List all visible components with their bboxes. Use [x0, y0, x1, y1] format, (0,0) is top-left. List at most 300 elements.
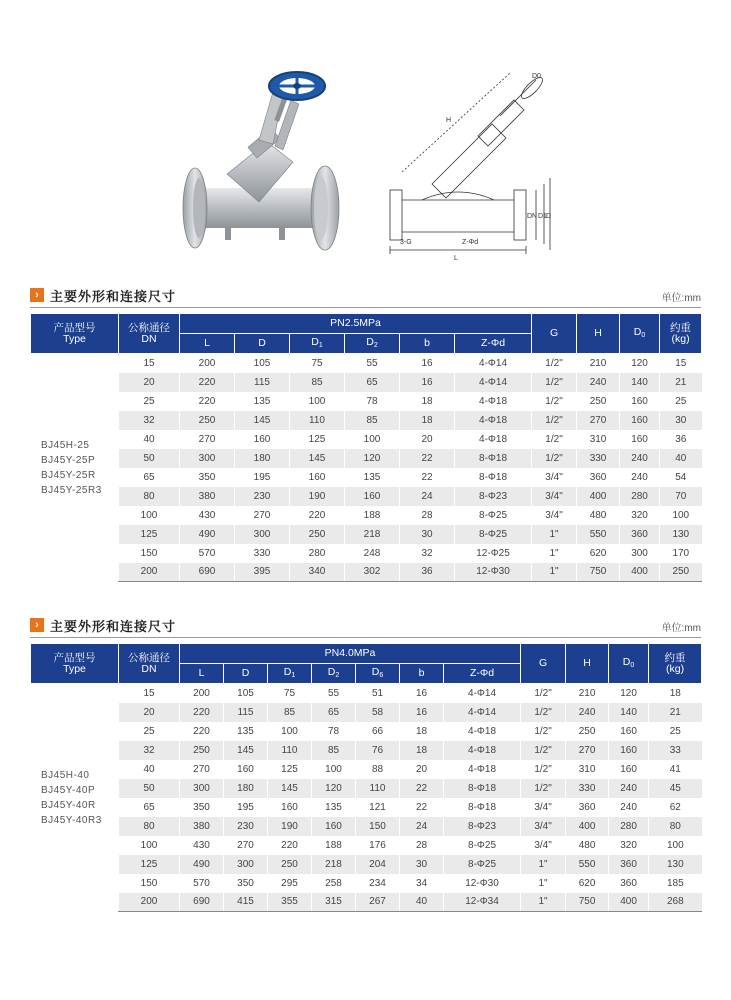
table-cell: 250	[268, 855, 312, 874]
table-cell: 58	[356, 703, 400, 722]
table-cell: 135	[224, 722, 268, 741]
table-row	[31, 741, 702, 760]
table-cell: 415	[224, 893, 268, 912]
table-cell: 34	[400, 874, 444, 893]
table-cell: 100	[649, 836, 702, 855]
table-cell: 12-Φ30	[444, 874, 521, 893]
table-row	[31, 836, 702, 855]
table-cell: 185	[649, 874, 702, 893]
table-cell: 395	[235, 563, 290, 582]
table-cell: 302	[345, 563, 400, 582]
table-cell: 218	[312, 855, 356, 874]
table-cell: 400	[577, 487, 620, 506]
table-cell: 130	[660, 525, 702, 544]
table-cell: 8-Φ18	[444, 779, 521, 798]
table-cell: 16	[400, 684, 444, 703]
table-cell: 160	[620, 392, 660, 411]
table-cell: 3/4"	[521, 798, 566, 817]
table-cell: 4-Φ14	[455, 354, 532, 373]
model-type-cell	[31, 684, 119, 912]
drawing-label-d1: D1	[538, 213, 547, 220]
table-cell: 100	[290, 392, 345, 411]
table-cell: 30	[400, 855, 444, 874]
table-cell: 33	[649, 741, 702, 760]
table-cell: 41	[649, 760, 702, 779]
table-cell: 750	[566, 893, 609, 912]
table-cell: 75	[290, 354, 345, 373]
table-cell: 240	[609, 798, 649, 817]
table-cell: 28	[400, 836, 444, 855]
model-type: BJ45H-25	[41, 439, 90, 451]
orange-arrow-icon: ›	[30, 618, 44, 632]
table-row	[31, 373, 702, 392]
table-cell: 250	[180, 411, 235, 430]
table-cell: 1/2"	[532, 373, 577, 392]
col-l-header: L	[180, 664, 224, 684]
table-cell: 220	[290, 506, 345, 525]
table-cell: 4-Φ18	[455, 430, 532, 449]
table-cell: 210	[566, 684, 609, 703]
table-cell: 54	[660, 468, 702, 487]
table-row	[31, 354, 702, 373]
table-cell: 160	[345, 487, 400, 506]
table-cell: 550	[577, 525, 620, 544]
table-cell: 240	[609, 779, 649, 798]
table-cell: 8-Φ18	[444, 798, 521, 817]
table-cell: 350	[224, 874, 268, 893]
table-cell: 50	[119, 779, 180, 798]
table-row	[31, 817, 702, 836]
table-cell: 150	[356, 817, 400, 836]
table-cell: 218	[345, 525, 400, 544]
table-cell: 100	[345, 430, 400, 449]
table-cell: 400	[609, 893, 649, 912]
table-cell: 4-Φ14	[444, 684, 521, 703]
table-cell: 125	[290, 430, 345, 449]
table-row	[31, 722, 702, 741]
model-type: BJ45Y-25R3	[41, 484, 102, 496]
drawing-label-d0: D0	[532, 73, 541, 80]
table-cell: 200	[180, 354, 235, 373]
table-cell: 12-Φ34	[444, 893, 521, 912]
table-cell: 490	[180, 525, 235, 544]
col-zd-header: Z-Φd	[455, 334, 532, 354]
table-cell: 180	[235, 449, 290, 468]
table-cell: 295	[268, 874, 312, 893]
table-cell: 550	[566, 855, 609, 874]
table-cell: 380	[180, 487, 235, 506]
table-cell: 18	[400, 741, 444, 760]
table-cell: 121	[356, 798, 400, 817]
table-cell: 20	[400, 760, 444, 779]
table-cell: 100	[268, 722, 312, 741]
table-cell: 15	[119, 684, 180, 703]
table-cell: 480	[577, 506, 620, 525]
table-cell: 85	[268, 703, 312, 722]
col-g-header: G	[532, 314, 577, 354]
table-row	[31, 779, 702, 798]
table-cell: 85	[312, 741, 356, 760]
table-cell: 65	[119, 798, 180, 817]
table-cell: 105	[224, 684, 268, 703]
table-cell: 280	[609, 817, 649, 836]
table-cell: 188	[345, 506, 400, 525]
table-cell: 18	[400, 722, 444, 741]
table-cell: 3/4"	[521, 817, 566, 836]
table-cell: 1"	[521, 893, 566, 912]
table-cell: 85	[345, 411, 400, 430]
table-cell: 270	[577, 411, 620, 430]
table-cell: 350	[180, 798, 224, 817]
table-cell: 80	[119, 817, 180, 836]
table-cell: 250	[566, 722, 609, 741]
table-cell: 120	[312, 779, 356, 798]
table-cell: 8-Φ25	[444, 836, 521, 855]
table-cell: 36	[660, 430, 702, 449]
table-cell: 190	[290, 487, 345, 506]
table-cell: 8-Φ18	[455, 449, 532, 468]
table-cell: 28	[400, 506, 455, 525]
table-cell: 30	[400, 525, 455, 544]
table-cell: 170	[660, 544, 702, 563]
table-cell: 300	[620, 544, 660, 563]
table-row	[31, 430, 702, 449]
table-cell: 85	[290, 373, 345, 392]
table-cell: 1/2"	[521, 779, 566, 798]
table-cell: 267	[356, 893, 400, 912]
table-cell: 160	[312, 817, 356, 836]
table-cell: 105	[235, 354, 290, 373]
table-cell: 330	[577, 449, 620, 468]
section1-rule	[30, 307, 701, 308]
table-cell: 125	[119, 525, 180, 544]
table-cell: 430	[180, 836, 224, 855]
table-cell: 300	[180, 449, 235, 468]
table-cell: 24	[400, 487, 455, 506]
table-row	[31, 392, 702, 411]
table-cell: 480	[566, 836, 609, 855]
table-cell: 248	[345, 544, 400, 563]
table-cell: 320	[609, 836, 649, 855]
table-cell: 16	[400, 354, 455, 373]
table-cell: 160	[290, 468, 345, 487]
section2-title: 主要外形和连接尺寸	[50, 619, 177, 634]
table-cell: 188	[312, 836, 356, 855]
table-cell: 204	[356, 855, 400, 874]
table-cell: 268	[649, 893, 702, 912]
col-d6-header: $D_6$	[356, 664, 400, 684]
col-b-header: b	[400, 664, 444, 684]
section1-title: 主要外形和连接尺寸	[50, 289, 177, 304]
table-cell: 8-Φ25	[455, 525, 532, 544]
table-cell: 4-Φ18	[444, 741, 521, 760]
table-cell: 25	[119, 392, 180, 411]
model-type: BJ45Y-40P	[41, 784, 96, 796]
table-cell: 250	[180, 741, 224, 760]
table-cell: 16	[400, 703, 444, 722]
table-cell: 160	[224, 760, 268, 779]
table-row	[31, 544, 702, 563]
table-cell: 230	[224, 817, 268, 836]
table-cell: 125	[268, 760, 312, 779]
table-cell: 160	[609, 722, 649, 741]
table-cell: 50	[119, 449, 180, 468]
table-cell: 135	[312, 798, 356, 817]
pressure-header: PN4.0MPa	[180, 644, 521, 664]
table-cell: 3/4"	[532, 506, 577, 525]
table-cell: 125	[119, 855, 180, 874]
table-cell: 80	[649, 817, 702, 836]
table-cell: 1/2"	[521, 703, 566, 722]
table-cell: 570	[180, 874, 224, 893]
table-cell: 25	[649, 722, 702, 741]
table-cell: 210	[577, 354, 620, 373]
table-row	[31, 893, 702, 912]
table-cell: 45	[649, 779, 702, 798]
table-cell: 135	[345, 468, 400, 487]
table-cell: 240	[620, 449, 660, 468]
model-type: BJ45H-40	[41, 769, 90, 781]
table-cell: 270	[566, 741, 609, 760]
table-cell: 330	[235, 544, 290, 563]
table-cell: 1/2"	[532, 392, 577, 411]
table-cell: 40	[400, 893, 444, 912]
table-cell: 20	[119, 703, 180, 722]
table-cell: 12-Φ30	[455, 563, 532, 582]
col-type-header: 产品型号 Type	[31, 644, 119, 684]
table-cell: 25	[660, 392, 702, 411]
table-cell: 190	[268, 817, 312, 836]
orange-arrow-icon: ›	[30, 288, 44, 302]
table-cell: 120	[620, 354, 660, 373]
table-cell: 360	[609, 855, 649, 874]
table-cell: 100	[119, 506, 180, 525]
table-cell: 258	[312, 874, 356, 893]
table-cell: 100	[119, 836, 180, 855]
table-cell: 80	[119, 487, 180, 506]
table-cell: 110	[268, 741, 312, 760]
table-cell: 40	[660, 449, 702, 468]
table-cell: 16	[400, 373, 455, 392]
table-cell: 145	[290, 449, 345, 468]
table-cell: 1/2"	[521, 741, 566, 760]
table-cell: 1"	[532, 544, 577, 563]
table-cell: 32	[400, 544, 455, 563]
model-type: BJ45Y-25R	[41, 469, 96, 481]
table-cell: 8-Φ25	[444, 855, 521, 874]
table-cell: 380	[180, 817, 224, 836]
table-cell: 620	[566, 874, 609, 893]
table-cell: 1"	[532, 525, 577, 544]
table-cell: 270	[224, 836, 268, 855]
table-cell: 195	[235, 468, 290, 487]
table-cell: 234	[356, 874, 400, 893]
table-cell: 4-Φ14	[444, 703, 521, 722]
table-cell: 430	[180, 506, 235, 525]
table-cell: 220	[180, 373, 235, 392]
table-cell: 22	[400, 468, 455, 487]
table-cell: 8-Φ23	[444, 817, 521, 836]
model-type: BJ45Y-25P	[41, 454, 96, 466]
table-row	[31, 449, 702, 468]
col-type-header: 产品型号 Type	[31, 314, 119, 354]
table-cell: 620	[577, 544, 620, 563]
table-cell: 1"	[532, 563, 577, 582]
model-type: BJ45Y-40R	[41, 799, 96, 811]
table-cell: 1/2"	[532, 411, 577, 430]
table-cell: 150	[119, 544, 180, 563]
table-cell: 62	[649, 798, 702, 817]
table-cell: 270	[235, 506, 290, 525]
table-cell: 21	[649, 703, 702, 722]
table-cell: 300	[224, 855, 268, 874]
table-cell: 4-Φ18	[455, 411, 532, 430]
table-cell: 76	[356, 741, 400, 760]
table-cell: 140	[620, 373, 660, 392]
table-cell: 230	[235, 487, 290, 506]
table-cell: 145	[224, 741, 268, 760]
pressure-header: PN2.5MPa	[180, 314, 532, 334]
table-cell: 4-Φ18	[444, 722, 521, 741]
col-h-header: H	[566, 644, 609, 684]
table-cell: 32	[119, 741, 180, 760]
col-dn-header: 公称通径 DN	[119, 314, 180, 354]
col-d0-header: $D_0$	[620, 314, 660, 354]
table-cell: 8-Φ18	[455, 468, 532, 487]
table-cell: 310	[566, 760, 609, 779]
table-cell: 55	[312, 684, 356, 703]
table-cell: 240	[577, 373, 620, 392]
table-cell: 160	[268, 798, 312, 817]
table-cell: 4-Φ18	[444, 760, 521, 779]
table-cell: 25	[119, 722, 180, 741]
table-cell: 315	[312, 893, 356, 912]
table-cell: 55	[345, 354, 400, 373]
table-cell: 220	[268, 836, 312, 855]
table-row	[31, 468, 702, 487]
table-cell: 160	[620, 411, 660, 430]
table-cell: 12-Φ25	[455, 544, 532, 563]
table-cell: 145	[268, 779, 312, 798]
col-h-header: H	[577, 314, 620, 354]
table-row	[31, 760, 702, 779]
table-cell: 355	[268, 893, 312, 912]
table-cell: 18	[400, 392, 455, 411]
col-d2-header: $D_2$	[312, 664, 356, 684]
table-row	[31, 684, 702, 703]
table-cell: 18	[400, 411, 455, 430]
table-cell: 490	[180, 855, 224, 874]
table-cell: 78	[312, 722, 356, 741]
table-cell: 200	[119, 563, 180, 582]
table-cell: 250	[577, 392, 620, 411]
table-row	[31, 506, 702, 525]
table-cell: 360	[609, 874, 649, 893]
table-cell: 88	[356, 760, 400, 779]
table-row	[31, 525, 702, 544]
col-g-header: G	[521, 644, 566, 684]
table-cell: 30	[660, 411, 702, 430]
table-cell: 150	[119, 874, 180, 893]
table-cell: 160	[609, 741, 649, 760]
table-row	[31, 874, 702, 893]
section1-unit: 单位:mm	[661, 293, 701, 304]
table-cell: 220	[180, 392, 235, 411]
table-cell: 78	[345, 392, 400, 411]
table-cell: 20	[400, 430, 455, 449]
col-d-header: D	[235, 334, 290, 354]
table-row	[31, 563, 702, 582]
table-cell: 100	[660, 506, 702, 525]
col-l-header: L	[180, 334, 235, 354]
table-row	[31, 703, 702, 722]
table-cell: 690	[180, 563, 235, 582]
table-cell: 65	[345, 373, 400, 392]
table-cell: 8-Φ25	[455, 506, 532, 525]
table-cell: 22	[400, 449, 455, 468]
table-cell: 360	[620, 525, 660, 544]
table-cell: 176	[356, 836, 400, 855]
table-cell: 120	[345, 449, 400, 468]
drawing-label-d: D	[546, 213, 552, 220]
spec-table-pn40	[30, 643, 702, 912]
table-cell: 300	[235, 525, 290, 544]
drawing-label-zd: Z-Φd	[462, 239, 479, 246]
col-zd-header: Z-Φd	[444, 664, 521, 684]
section2-unit: 单位:mm	[661, 623, 701, 634]
table-cell: 180	[224, 779, 268, 798]
table-cell: 310	[577, 430, 620, 449]
table-cell: 40	[119, 760, 180, 779]
drawing-label-h: H	[446, 117, 452, 124]
table-cell: 15	[119, 354, 180, 373]
table-cell: 65	[119, 468, 180, 487]
table-cell: 51	[356, 684, 400, 703]
table-cell: 145	[235, 411, 290, 430]
table-cell: 400	[620, 563, 660, 582]
table-cell: 115	[224, 703, 268, 722]
table-cell: 1"	[521, 855, 566, 874]
table-cell: 140	[609, 703, 649, 722]
col-weight-header: 约重 (kg)	[660, 314, 702, 354]
table-cell: 1/2"	[532, 354, 577, 373]
table-cell: 120	[609, 684, 649, 703]
table-cell: 15	[660, 354, 702, 373]
table-cell: 340	[290, 563, 345, 582]
table-cell: 270	[180, 430, 235, 449]
table-cell: 40	[119, 430, 180, 449]
table-cell: 320	[620, 506, 660, 525]
table-cell: 75	[268, 684, 312, 703]
col-d2-header: $D_2$	[345, 334, 400, 354]
table-cell: 110	[290, 411, 345, 430]
table-cell: 70	[660, 487, 702, 506]
section2-rule	[30, 637, 701, 638]
table-cell: 135	[235, 392, 290, 411]
table-cell: 24	[400, 817, 444, 836]
table-cell: 570	[180, 544, 235, 563]
col-d1-header: $D_1$	[290, 334, 345, 354]
col-d0-header: $D_0$	[609, 644, 649, 684]
table-cell: 360	[577, 468, 620, 487]
table-cell: 160	[609, 760, 649, 779]
table-cell: 1/2"	[521, 760, 566, 779]
table-cell: 270	[180, 760, 224, 779]
table-cell: 22	[400, 779, 444, 798]
table-cell: 240	[566, 703, 609, 722]
table-cell: 4-Φ18	[455, 392, 532, 411]
table-cell: 1/2"	[532, 430, 577, 449]
